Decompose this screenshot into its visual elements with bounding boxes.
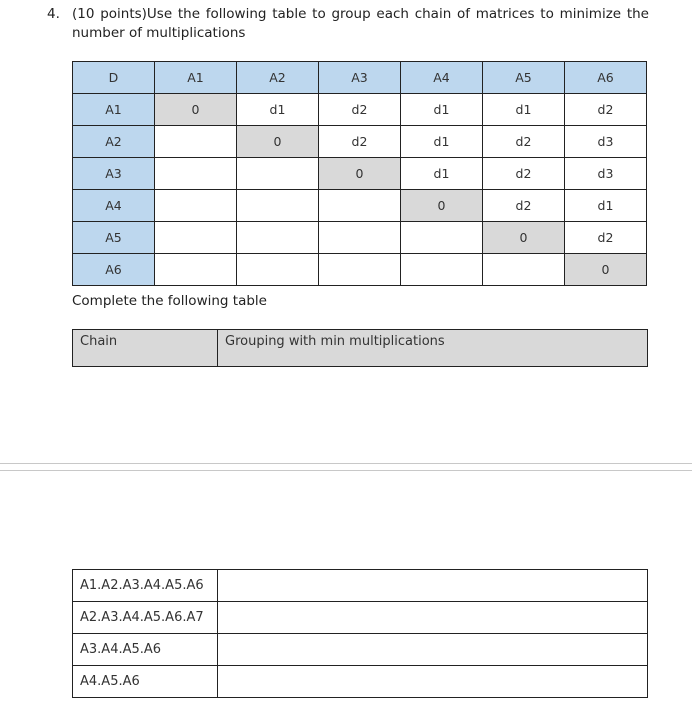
complete-table-label: Complete the following table: [72, 293, 267, 309]
matrix-col-header: A1: [155, 62, 237, 94]
matrix-cell: [319, 222, 401, 254]
matrix-cell: [401, 222, 483, 254]
grouping-answer-cell[interactable]: [218, 570, 648, 602]
matrix-cell: [483, 254, 565, 286]
matrix-cell: d2: [483, 158, 565, 190]
page-break-line: [0, 470, 692, 471]
chain-column-header: Chain: [73, 330, 218, 367]
question-number: 4.: [47, 6, 60, 22]
matrix-row: [73, 254, 647, 286]
matrix-cell: d3: [565, 158, 647, 190]
matrix-cell: [237, 190, 319, 222]
matrix-cell: d1: [483, 94, 565, 126]
matrix-row-header: A1: [73, 94, 155, 126]
chain-cell: A1.A2.A3.A4.A5.A6: [73, 570, 218, 602]
matrix-row-header: A5: [73, 222, 155, 254]
matrix-col-header: A4: [401, 62, 483, 94]
matrix-row: [73, 158, 647, 190]
matrix-cell: [155, 126, 237, 158]
matrix-corner-cell: D: [73, 62, 155, 94]
matrix-cell: d2: [565, 94, 647, 126]
matrix-row-header: A4: [73, 190, 155, 222]
matrix-cell: 0: [237, 126, 319, 158]
chain-cell: A4.A5.A6: [73, 666, 218, 698]
matrix-cell: d2: [319, 94, 401, 126]
chain-table: [72, 569, 648, 698]
matrix-cell: [237, 158, 319, 190]
matrix-cell: d1: [401, 94, 483, 126]
matrix-cell: [155, 190, 237, 222]
matrix-cell: d1: [401, 126, 483, 158]
matrix-row-header: A6: [73, 254, 155, 286]
matrix-cell: [155, 158, 237, 190]
matrix-cell: d3: [565, 126, 647, 158]
matrix-cell: 0: [155, 94, 237, 126]
matrix-col-header: A2: [237, 62, 319, 94]
matrix-row: [73, 190, 647, 222]
matrix-cell: [319, 254, 401, 286]
matrix-cell: [237, 222, 319, 254]
matrix-row: [73, 126, 647, 158]
matrix-cell: [237, 254, 319, 286]
matrix-cell: d2: [319, 126, 401, 158]
matrix-col-header: A6: [565, 62, 647, 94]
matrix-cell: d1: [237, 94, 319, 126]
matrix-cell: 0: [565, 254, 647, 286]
matrix-cell: d1: [565, 190, 647, 222]
chain-header-table: [72, 329, 648, 367]
chain-header-row: [73, 330, 648, 367]
matrix-cell: 0: [483, 222, 565, 254]
grouping-answer-cell[interactable]: [218, 666, 648, 698]
matrix-cell: [155, 254, 237, 286]
matrix-col-header: A5: [483, 62, 565, 94]
matrix-cell: d2: [565, 222, 647, 254]
matrix-row-header: A3: [73, 158, 155, 190]
matrix-row: [73, 222, 647, 254]
matrix-row-header: A2: [73, 126, 155, 158]
question: [47, 5, 649, 43]
matrix-cell: [401, 254, 483, 286]
chain-cell: A3.A4.A5.A6: [73, 634, 218, 666]
matrix-header-row: [73, 62, 647, 94]
matrix-cell: 0: [401, 190, 483, 222]
question-text: (10 points)Use the following table to group each chain of matrices to minimize the number of multiplications: [72, 6, 649, 41]
matrix-cell: [319, 190, 401, 222]
chain-row: [73, 602, 648, 634]
chain-row: [73, 666, 648, 698]
grouping-answer-cell[interactable]: [218, 602, 648, 634]
matrix-col-header: A3: [319, 62, 401, 94]
matrix-cell: d1: [401, 158, 483, 190]
grouping-answer-cell[interactable]: [218, 634, 648, 666]
matrix-table: [72, 61, 647, 286]
chain-row: [73, 634, 648, 666]
matrix-row: [73, 94, 647, 126]
matrix-cell: d2: [483, 126, 565, 158]
grouping-column-header: Grouping with min multiplications: [218, 330, 648, 367]
chain-cell: A2.A3.A4.A5.A6.A7: [73, 602, 218, 634]
matrix-cell: d2: [483, 190, 565, 222]
matrix-cell: 0: [319, 158, 401, 190]
chain-row: [73, 570, 648, 602]
page-break-line: [0, 463, 692, 464]
matrix-cell: [155, 222, 237, 254]
